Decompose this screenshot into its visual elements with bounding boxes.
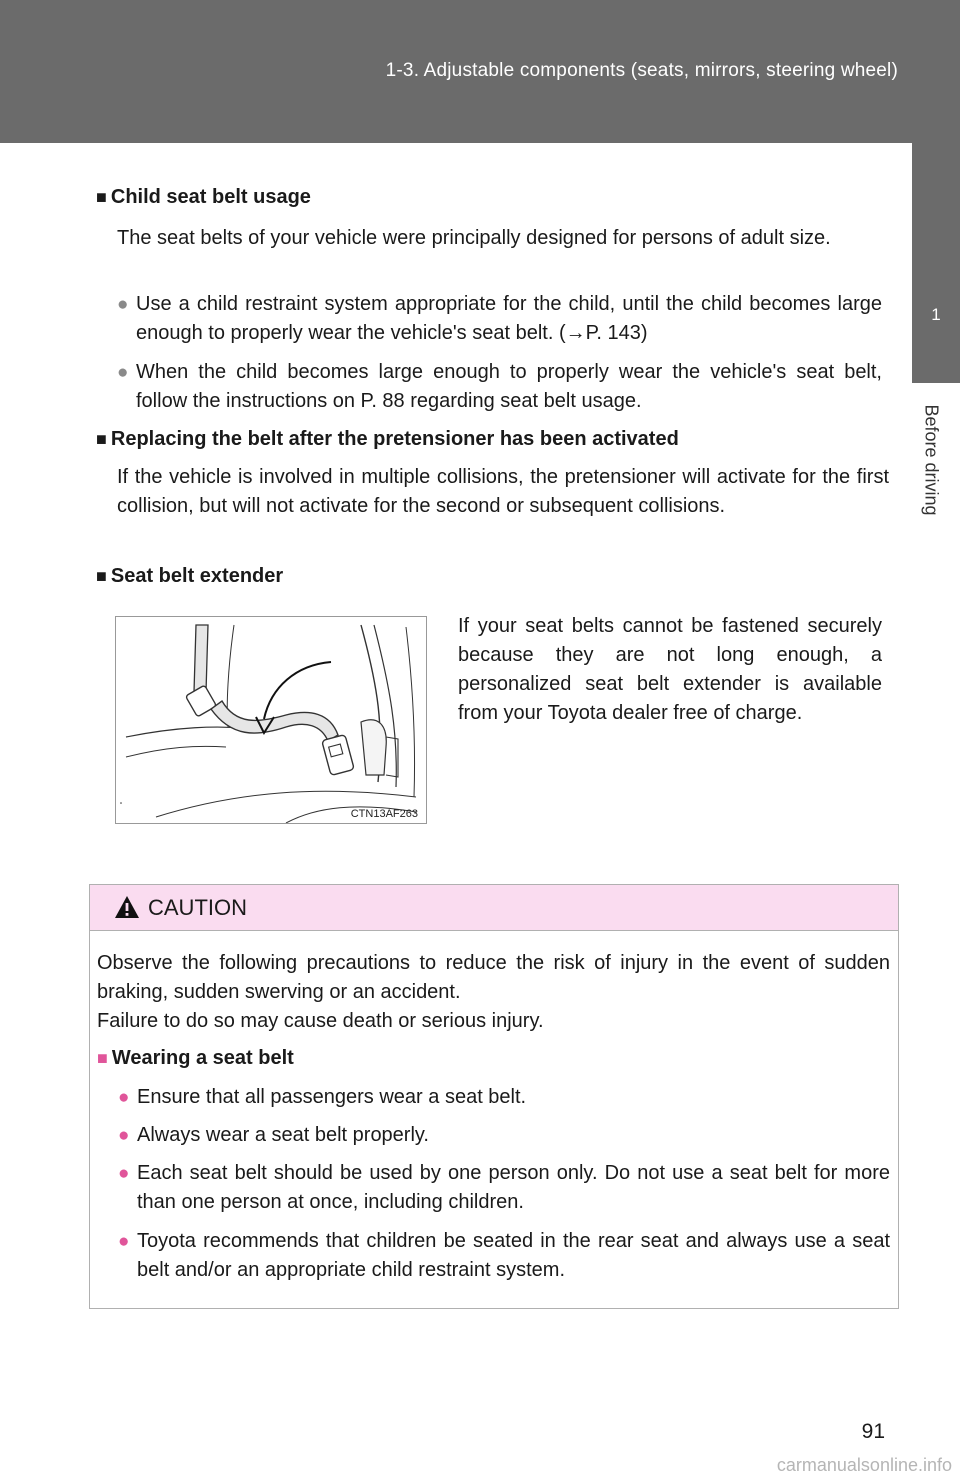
heading-child-usage: ■ Child seat belt usage	[96, 186, 311, 208]
caution-bullet: ● Always wear a seat belt properly.	[118, 1121, 890, 1150]
square-icon: ■	[96, 566, 107, 586]
chapter-tab	[912, 143, 960, 383]
caution-title: CAUTION	[148, 895, 247, 920]
heading-extender: ■ Seat belt extender	[96, 565, 284, 587]
child-usage-intro: The seat belts of your vehicle were principally designed for persons of adult size.	[117, 227, 831, 249]
warning-icon	[114, 895, 140, 919]
watermark: carmanualsonline.info	[776, 1455, 952, 1475]
bullet-icon: ●	[118, 1087, 130, 1108]
bullet-icon: ●	[117, 362, 129, 383]
caution-subheading: ■ Wearing a seat belt	[97, 1047, 294, 1069]
extender-drawing	[116, 617, 426, 823]
page-number: 91	[861, 1420, 885, 1443]
chapter-label: Before driving	[921, 404, 942, 516]
section-title: 1-3. Adjustable components (seats, mirrors, steering wheel)	[385, 60, 898, 81]
square-icon: ■	[96, 429, 107, 449]
bullet-icon: ●	[118, 1231, 130, 1252]
caution-intro: Observe the following precautions to reduce the risk of injury in the event of sudden braking, sudden swerving or an accident.	[97, 952, 890, 1003]
seat-belt-extender-illustration	[115, 616, 427, 824]
bullet-icon: ●	[118, 1163, 130, 1184]
figure-code: CTN13AF263	[350, 808, 418, 820]
child-usage-bullet: ● Use a child restraint system appropriate for the child, until the child becomes large enough to properly wear the vehicle's seat belt. (→P. 143)	[117, 290, 882, 348]
caution-intro-2: Failure to do so may cause death or serious injury.	[97, 1010, 544, 1032]
page-header	[0, 0, 960, 143]
chapter-number: 1	[931, 305, 941, 324]
replacing-body: If the vehicle is involved in multiple collisions, the pretensioner will activate for the first collision, but will not activate for the second or subsequent collisions.	[117, 466, 889, 517]
caution-bullet: ● Ensure that all passengers wear a seat belt.	[118, 1083, 890, 1112]
bullet-icon: ●	[117, 294, 129, 315]
heading-replacing: ■ Replacing the belt after the pretensioner has been activated	[96, 428, 679, 450]
extender-text: If your seat belts cannot be fastened securely because they are not long enough, a personalized seat belt extender is available from your Toyota dealer free of charge.	[458, 615, 882, 724]
caution-header	[90, 885, 898, 931]
square-icon: ■	[96, 187, 107, 207]
square-icon: ■	[97, 1048, 108, 1068]
bullet-icon: ●	[118, 1125, 130, 1146]
caution-bullet: ● Each seat belt should be used by one person only. Do not use a seat belt for more than one person at once, including children.	[118, 1159, 890, 1217]
caution-box	[89, 884, 899, 1309]
child-usage-bullet: ● When the child becomes large enough to properly wear the vehicle's seat belt, follow the instructions on P. 88 regarding seat belt usage.	[117, 358, 882, 416]
caution-bullet: ● Toyota recommends that children be seated in the rear seat and always use a seat belt and/or an appropriate child restraint system.	[118, 1227, 890, 1285]
